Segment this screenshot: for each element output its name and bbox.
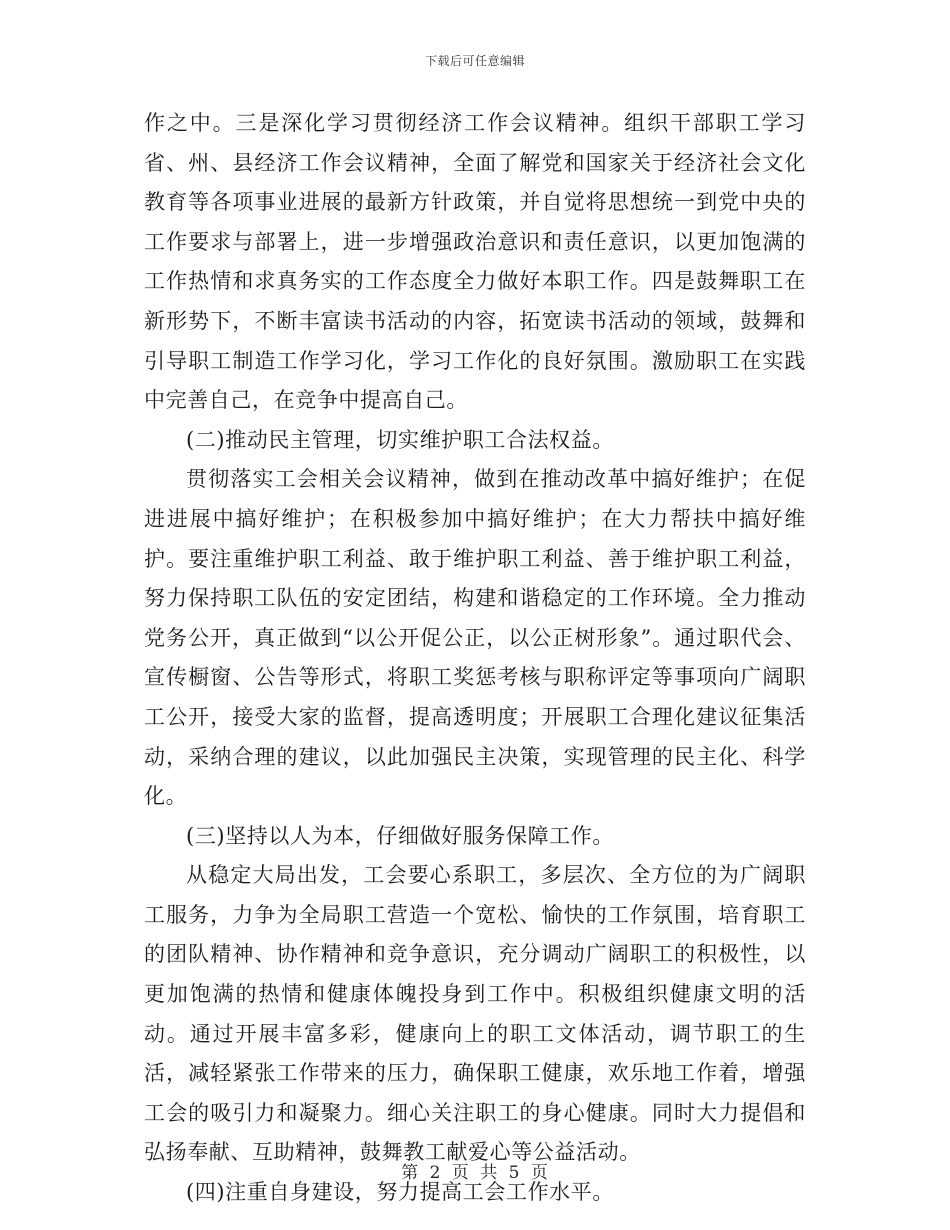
paragraph-continuation: 作之中。三是深化学习贯彻经济工作会议精神。组织干部职工学习省、州、县经济工作会议精神，全面了解党和国家关于经济社会文化教育等各项事业进展的最新方针政策，并自觉将思想统一到党中央的工作要求与部署上，进一步增强政治意识和责任意识，以更加饱满的工作热情和求真务实的工作态度全力做好本职工作。四是鼓舞职工在新形势下，不断丰富读书活动的内容，拓宽读书活动的领域，鼓舞和引导职工制造工作学习化，学习工作化的良好氛围。激励职工在实践中完善自己，在竞争中提高自己。 <box>144 111 806 413</box>
paragraph-democratic-management: 贯彻落实工会相关会议精神，做到在推动改革中搞好维护；在促进进展中搞好维护；在积极参加中搞好维护；在大力帮扶中搞好维护。要注重维护职工利益、敢于维护职工利益、善于维护职工利益，努力保持职工队伍的安定团结，构建和谐稳定的工作环境。全力推动党务公开，真正做到“以公开促公正，以公正树形象”。通过职代会、宣传橱窗、公告等形式，将职工奖惩考核与职称评定等事项向广阔职工公开，接受大家的监督，提高透明度；开展职工合理化建议征集活动，采纳合理的建议，以此加强民主决策，实现管理的民主化、科学化。 <box>144 467 806 809</box>
document-body <box>144 104 806 1213</box>
section-heading-4: (四)注重自身建设，努力提高工会工作水平。 <box>186 1180 614 1205</box>
page-number-footer: 第 2 页 共 5 页 <box>401 1163 549 1183</box>
paragraph-service-support: 从稳定大局出发，工会要心系职工，多层次、全方位的为广阔职工服务，力争为全局职工营造一个宽松、愉快的工作氛围，培育职工的团队精神、协作精神和竞争意识，充分调动广阔职工的积极性，以更加饱满的热情和健康体魄投身到工作中。积极组织健康文明的活动。通过开展丰富多彩，健康向上的职工文体活动，调节职工的生活，减轻紧张工作带来的压力，确保职工健康，欢乐地工作着，增强工会的吸引力和凝聚力。细心关注职工的身心健康。同时大力提倡和弘扬奉献、互助精神，鼓舞教工献爱心等公益活动。 <box>144 863 806 1165</box>
section-heading-3: (三)坚持以人为本，仔细做好服务保障工作。 <box>186 823 614 848</box>
section-heading-2: (二)推动民主管理，切实维护职工合法权益。 <box>186 427 614 452</box>
page-header: 下载后可任意编辑 <box>424 54 525 68</box>
